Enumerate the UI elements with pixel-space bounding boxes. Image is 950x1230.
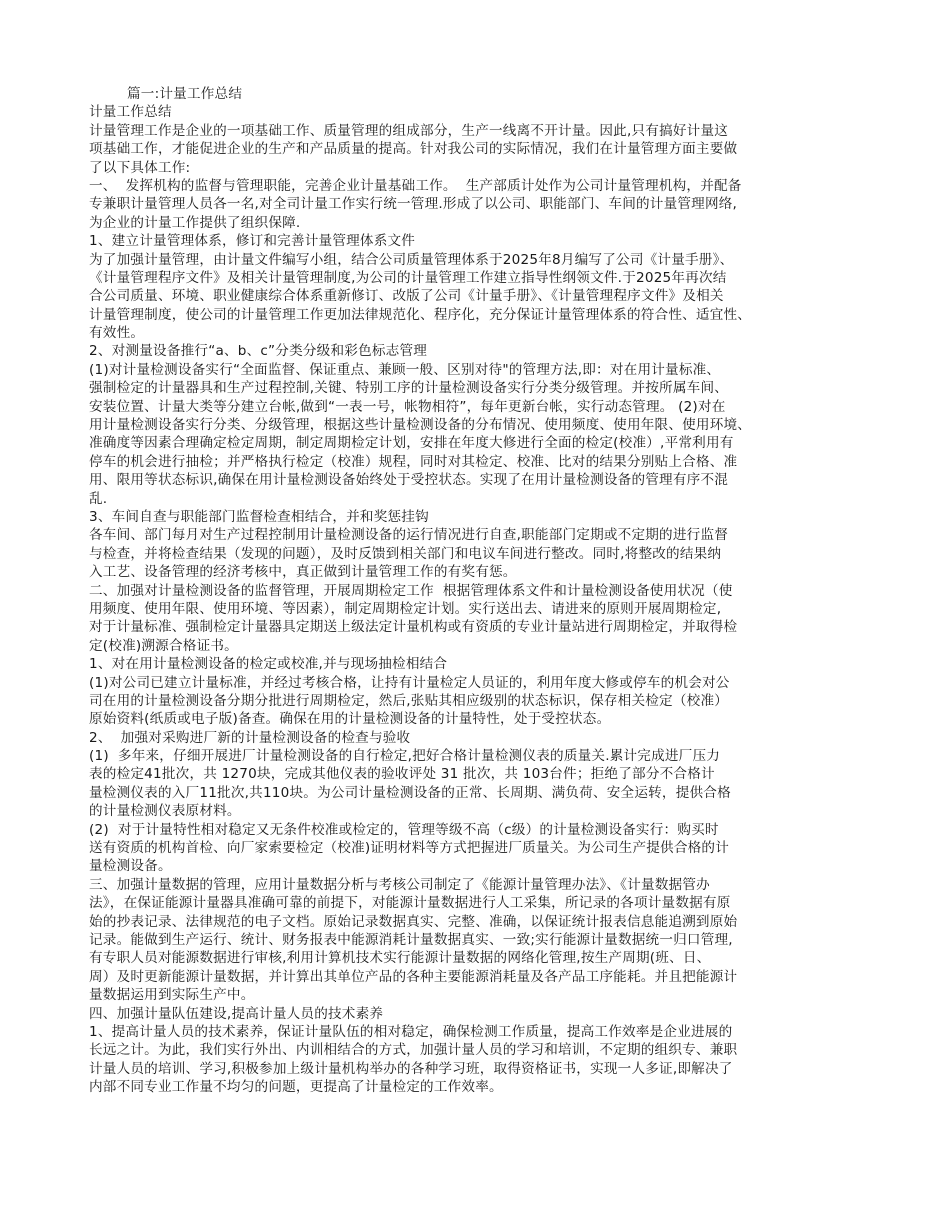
text-line: 为了加强计量管理，由计量文件编写小组，结合公司质量管理体系于2025年8月编写了公司《计量手册》、	[89, 251, 734, 268]
text-line: 计量工作总结	[89, 104, 172, 121]
text-line: 量检测仪表的入厂11批次,共110块。为公司计量检测设备的正常、长周期、满负荷、安全运转，提供合格	[89, 784, 731, 801]
text-line: 量数据运用到实际生产中。	[89, 987, 255, 1004]
text-line: 3、车间自查与职能部门监督检查相结合，并和奖惩挂钩	[89, 508, 429, 525]
document-body	[89, 85, 862, 1096]
text-line: 用计量检测设备实行分类、分级管理，根据这些计量检测设备的分布情况、使用频度、使用年限、使用环境、	[89, 417, 752, 434]
text-line: 项基础工作，才能促进企业的生产和产品质量的提高。针对我公司的实际情况，我们在计量管理方面主要做	[89, 141, 738, 158]
text-line: (1)对公司已建立计量标准，并经过考核合格，让持有计量检定人员证的，利用年度大修或停车的机会对公	[89, 674, 730, 691]
text-line: 各车间、部门每月对生产过程控制用计量检测设备的运行情况进行自查,职能部门定期或不定期的进行监督	[89, 527, 729, 544]
text-line: 停车的机会进行抽检；并严格执行检定（校准）规程，同时对其检定、校准、比对的结果分别贴上合格、准	[89, 453, 738, 470]
text-line: 法》，在保证能源计量器具准确可靠的前提下，对能源计量数据进行人工采集，所记录的各项计量数据有原	[89, 895, 731, 912]
text-line: 对于计量标准、强制检定计量器具定期送上级法定计量机构或有资质的专业计量站进行周期检定，并取得检	[89, 619, 738, 636]
text-line: 1、提高计量人员的技术素养，保证计量队伍的相对稳定，确保检测工作质量，提高工作效率是企业进展的	[89, 1023, 733, 1040]
text-line: 有专职人员对能源数据进行审核,利用计算机技术实行能源计量数据的网络化管理,按生产周期(班、日、	[89, 950, 711, 967]
text-line: 定(校准)溯源合格证书。	[89, 637, 238, 654]
text-line: 乱.	[89, 490, 108, 507]
text-line: 表的检定41批次，共 1270块，完成其他仪表的验收评处 31 批次，共 103台件；拒绝了部分不合格计	[89, 766, 715, 783]
text-line: 送有资质的机构首检、向厂家索要检定（校准)证明材料等方式把握进厂质量关。为公司生产提供合格的计	[89, 840, 730, 857]
text-line: 有效性。	[89, 325, 145, 342]
text-line: 原始资料(纸质或电子版)备查。确保在用的计量检测设备的计量特性，处于受控状态。	[89, 711, 611, 728]
text-line: 的计量检测仪表原材料。	[89, 803, 241, 820]
text-line: 专兼职计量管理人员各一名,对全司计量工作实行统一管理.形成了以公司、职能部门、车间的计量管理网络,	[89, 196, 738, 213]
text-line: 了以下具体工作:	[89, 159, 191, 176]
text-line: 与检查，并将检查结果（发现的问题），及时反馈到相关部门和电议车间进行整改。同时,将整改的结果纳	[89, 545, 722, 562]
text-line: 司在用的计量检测设备分期分批进行周期检定，然后,张贴其相应级别的状态标识，保存相关检定（校准）	[89, 692, 729, 709]
text-line: (2) 对于计量特性相对稳定又无条件校准或检定的，管理等级不高（c级）的计量检测设备实行：购买时	[89, 821, 719, 838]
text-line: 安装位置、计量大类等分建立台帐,做到“一表一号，帐物相符”，每年更新台帐，实行动态管理。 (2)对在	[89, 398, 726, 415]
text-line: (1)对计量检测设备实行“全面监督、保证重点、兼顾一般、区别对待"的管理方法,即：对在用计量标准、	[89, 361, 721, 378]
text-line: 长远之计。为此，我们实行外出、内训相结合的方式，加强计量人员的学习和培训，不定期的组织专、兼职	[89, 1042, 738, 1059]
document-title: 篇一:计量工作总结	[127, 86, 243, 102]
text-line: 入工艺、设备管理的经济考核中，真正做到计量管理工作的有奖有惩。	[89, 564, 517, 581]
text-line: 计量人员的培训、学习,积极参加上级计量机构举办的各种学习班，取得资格证书，实现一人多证,即解决了	[89, 1060, 733, 1077]
text-line: 计量管理制度，使公司的计量管理工作更加法律规范化、程序化，充分保证计量管理体系的符合性、适宜性、	[89, 306, 752, 323]
text-line: 量检测设备。	[89, 858, 172, 875]
text-line: 周）及时更新能源计量数据，并计算出其单位产品的各种主要能源消耗量及各产品工序能耗。并且把能源计	[89, 968, 738, 985]
text-line: 四、加强计量队伍建设,提高计量人员的技术素养	[89, 1005, 384, 1022]
text-line: 2、对测量设备推行“a、b、c”分类分级和彩色标志管理	[89, 343, 428, 360]
text-line: 一、 发挥机构的监督与管理职能，完善企业计量基础工作。 生产部质计处作为公司计量管理机构，并配备	[89, 177, 742, 194]
text-line: 强制检定的计量器具和生产过程控制,关键、特别工序的计量检测设备实行分类分级管理。并按所属车间、	[89, 380, 729, 397]
text-line: 二、加强对计量检测设备的监督管理，开展周期检定工作 根据管理体系文件和计量检测设备使用状况（使	[89, 582, 733, 599]
text-line: 《计量管理程序文件》及相关计量管理制度,为公司的计量管理工作建立指导性纲领文件.于2025年再次结	[89, 269, 727, 286]
text-line: 为企业的计量工作提供了组织保障.	[89, 214, 301, 231]
text-line: 准确度等因素合理确定检定周期，制定周期检定计划，安排在年度大修进行全面的检定(校准）,平常利用有	[89, 435, 734, 452]
text-line: 用、限用等状态标识,确保在用计量检测设备始终处于受控状态。实现了在用计量检测设备的管理有序不混	[89, 472, 729, 489]
text-line: (1) 多年来，仔细开展进厂计量检测设备的自行检定,把好合格计量检测仪表的质量关.累计完成进厂压力	[89, 748, 721, 765]
text-line: 内部不同专业工作量不均匀的问题，更提高了计量检定的工作效率。	[89, 1079, 503, 1096]
text-line: 计量管理工作是企业的一项基础工作、质量管理的组成部分，生产一线离不开计量。因此,只有搞好计量这	[89, 122, 729, 139]
text-line: 用频度、使用年限、使用环境、等因素），制定周期检定计划。实行送出去、请进来的原则开展周期检定,	[89, 600, 722, 617]
text-line: 三、加强计量数据的管理，应用计量数据分析与考核公司制定了《能源计量管理办法》、《计量数据管办	[89, 876, 710, 893]
text-line: 记录。能做到生产运行、统计、财务报表中能源消耗计量数据真实、一致;实行能源计量数据统一归口管理,	[89, 931, 733, 948]
text-line: 合公司质量、环境、职业健康综合体系重新修订、改版了公司《计量手册》、《计量管理程序文件》及相关	[89, 288, 724, 305]
text-line: 1、建立计量管理体系，修订和完善计量管理体系文件	[89, 233, 416, 250]
text-line: 始的抄表记录、法律规范的电子文档。原始记录数据真实、完整、准确，以保证统计报表信息能追溯到原始	[89, 913, 738, 930]
text-line: 2、 加强对采购进厂新的计量检测设备的检查与验收	[89, 729, 411, 746]
text-line: 1、对在用计量检测设备的检定或校准,并与现场抽检相结合	[89, 656, 448, 673]
